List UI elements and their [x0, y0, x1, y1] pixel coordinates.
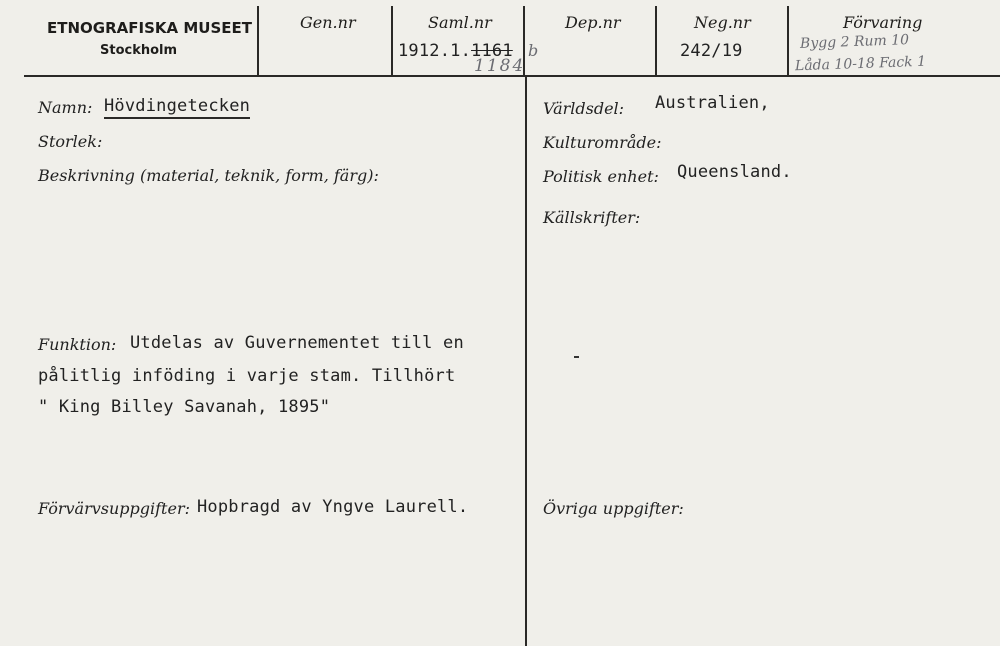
label-storlek: Storlek: [38, 132, 103, 151]
namn-value: Hövdingetecken [104, 96, 250, 119]
label-dep-nr: Dep.nr [565, 13, 621, 32]
funktion-line-3: " King Billey Savanah, 1895" [38, 397, 331, 417]
label-kulturomrade: Kulturområde: [543, 133, 662, 152]
funktion-line-2: pålitlig inföding i varje stam. Tillhört [38, 366, 456, 386]
label-kallskrifter: Källskrifter: [543, 208, 641, 227]
saml-nr-struck: 1161 [471, 41, 513, 61]
label-politisk-enhet: Politisk enhet: [543, 167, 659, 186]
label-namn: Namn: [38, 98, 93, 117]
divider-header-4 [655, 6, 657, 76]
label-saml-nr: Saml.nr [428, 13, 492, 32]
saml-nr-correction: 1184 [474, 56, 526, 76]
divider-header-2 [391, 6, 393, 76]
forvaring-line-2: Låda 10-18 Fack 1 [794, 53, 927, 75]
neg-nr-value: 242/19 [680, 41, 743, 61]
label-beskrivning: Beskrivning (material, teknik, form, färg): [38, 166, 379, 185]
museum-city: Stockholm [100, 43, 178, 58]
ink-speck [574, 356, 579, 358]
saml-nr-prefix: 1912.1. [398, 41, 472, 61]
divider-header-5 [787, 6, 789, 76]
label-funktion: Funktion: [38, 335, 117, 354]
label-ovriga: Övriga uppgifter: [543, 499, 684, 518]
label-varldsdel: Världsdel: [543, 99, 625, 118]
funktion-line-1: Utdelas av Guvernementet till en [130, 333, 464, 353]
label-gen-nr: Gen.nr [300, 13, 356, 32]
varldsdel-value: Australien, [655, 93, 770, 113]
forvarv-value: Hopbragd av Yngve Laurell. [197, 497, 469, 517]
divider-header-1 [257, 6, 259, 76]
divider-main [525, 77, 527, 646]
label-forvaring: Förvaring [843, 13, 923, 32]
label-forvarv: Förvärvsuppgifter: [38, 499, 190, 518]
label-neg-nr: Neg.nr [694, 13, 751, 32]
politisk-enhet-value: Queensland. [677, 162, 792, 182]
forvaring-line-1: Bygg 2 Rum 10 [799, 32, 910, 52]
museum-name: ETNOGRAFISKA MUSEET [47, 19, 252, 37]
saml-nr-struck-mark: b [528, 41, 539, 60]
